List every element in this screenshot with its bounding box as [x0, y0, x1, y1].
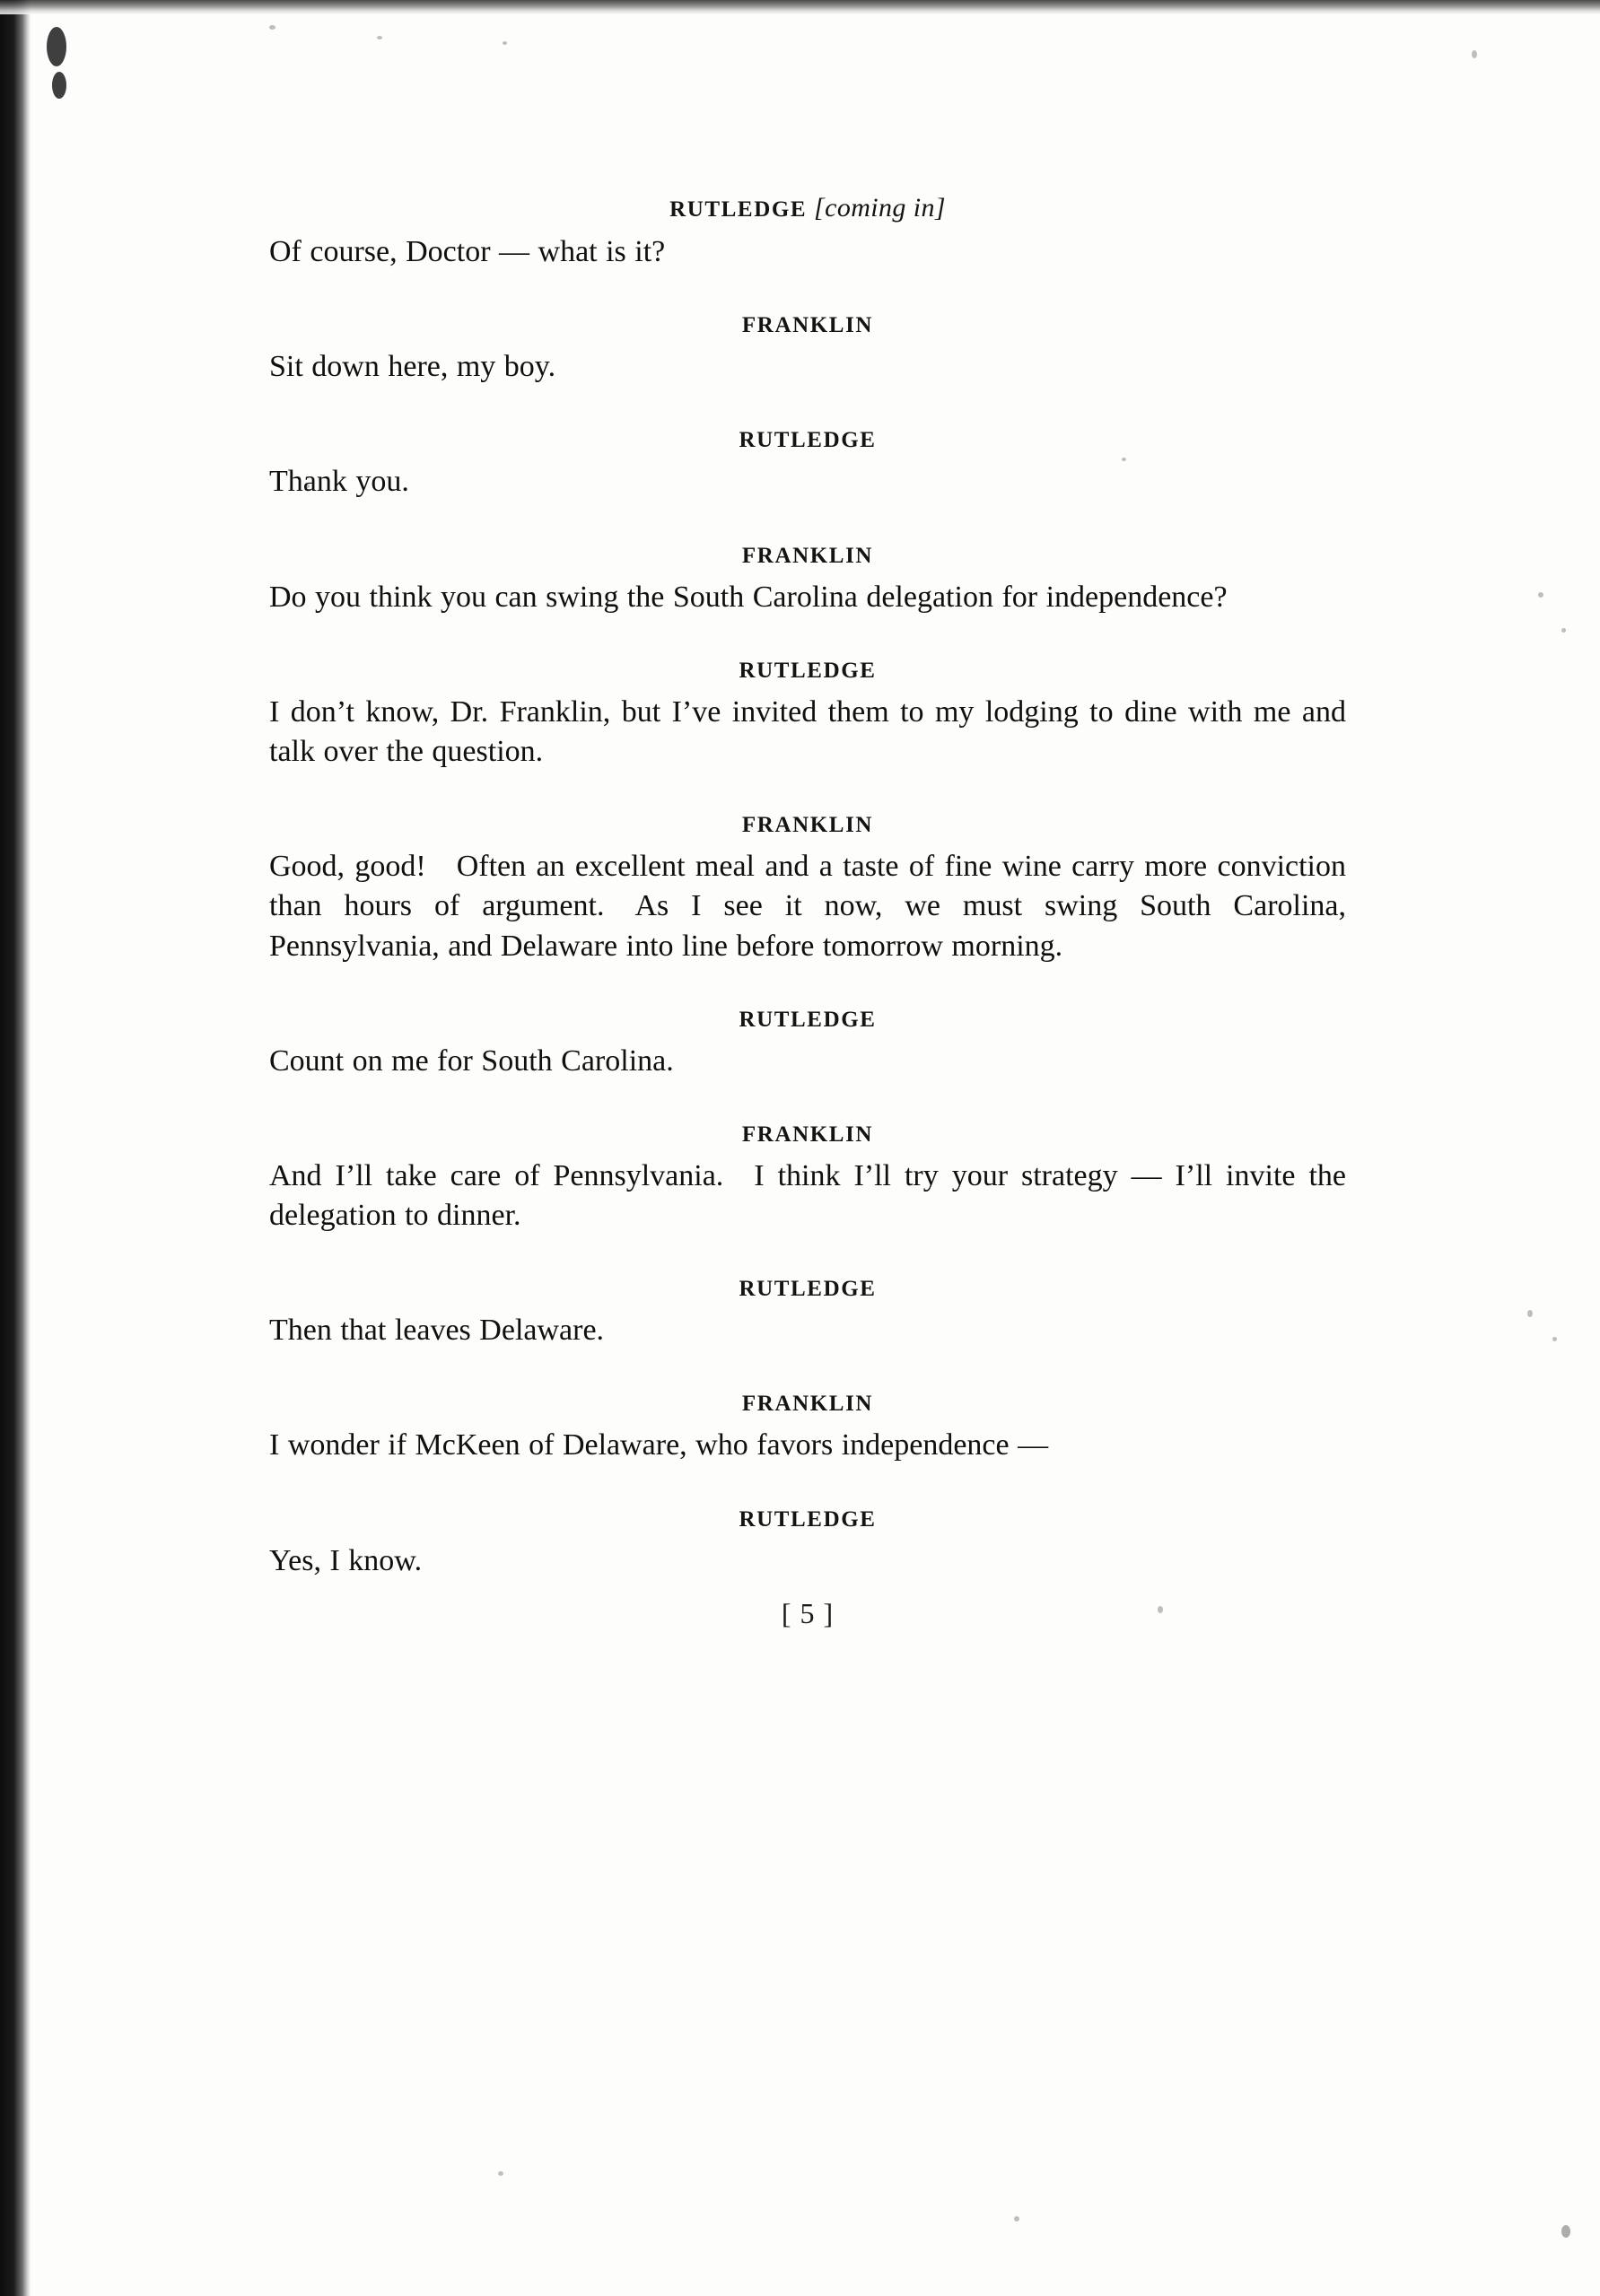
scan-top-edge-shadow: [0, 0, 1600, 14]
dialogue-line: Do you think you can swing the South Carolina delegation for independence?: [269, 580, 1228, 614]
speaker-label: RUTLEDGE: [739, 1506, 877, 1532]
dialogue-line: Sit down here, my boy.: [269, 350, 556, 384]
scan-left-edge-shadow: [0, 0, 31, 2296]
speaker-label: RUTLEDGE: [739, 428, 877, 453]
speaker-label: FRANKLIN: [741, 813, 874, 838]
dialogue-line: And I’ll take care of Pennsylvania. I think I’ll try your strategy — I’ll invite the delegation to dinner.: [269, 1158, 1346, 1233]
speech-block: [269, 1277, 1346, 1350]
dialogue-line: Count on me for South Carolina.: [269, 1043, 674, 1078]
speech-block: [269, 813, 1346, 966]
speech-block: [269, 659, 1346, 772]
scan-speck: [1527, 1310, 1533, 1317]
dialogue-line: Yes, I know.: [269, 1543, 423, 1577]
speaker-label: RUTLEDGE: [739, 658, 877, 683]
speaker-label: FRANKLIN: [741, 1392, 874, 1417]
scan-speck: [269, 25, 275, 30]
stage-direction: [coming in]: [814, 193, 946, 223]
dialogue-line: Then that leaves Delaware.: [269, 1314, 605, 1348]
speaker-name: RUTLEDGE: [669, 197, 808, 222]
speaker-label: FRANKLIN: [741, 543, 874, 568]
speaker-label: RUTLEDGE: [739, 1277, 877, 1302]
dialogue-line: Of course, Doctor — what is it?: [269, 235, 666, 268]
scan-blot: [47, 27, 66, 66]
speech-block: [269, 1392, 1346, 1465]
speech-block: [269, 193, 1346, 272]
dialogue-line: I wonder if McKeen of Delaware, who favors independence —: [269, 1428, 1049, 1462]
speaker-label: FRANKLIN: [741, 313, 874, 338]
scan-speck: [1014, 2216, 1019, 2222]
page-number: [ 5 ]: [781, 1596, 835, 1629]
speech-block: [269, 313, 1346, 387]
speech-block: [269, 1122, 1346, 1235]
scan-blot: [52, 72, 66, 99]
scan-speck: [1552, 1337, 1557, 1341]
scan-speck: [503, 41, 507, 45]
dialogue-line: Good, good! Often an excellent meal and a taste of fine wine carry more conviction than hours of argument. As I see it now, we must swing South Carolina, Pennsylvania, and Delaware into line before tomorrow morning.: [269, 850, 1346, 963]
scan-speck: [1561, 2225, 1570, 2238]
scan-speck: [1538, 592, 1543, 598]
speaker-label: FRANKLIN: [741, 1122, 874, 1147]
speech-block: [269, 1507, 1346, 1581]
scan-speck: [1561, 628, 1566, 633]
dialogue-line: I don’t know, Dr. Franklin, but I’ve invited them to my lodging to dine with me and talk over the question.: [269, 694, 1346, 768]
scan-speck: [498, 2171, 503, 2176]
speech-block: [269, 544, 1346, 617]
speech-block: [269, 428, 1346, 502]
dialogue-line: Thank you.: [269, 465, 409, 499]
scan-speck: [1472, 50, 1477, 58]
speaker-label: RUTLEDGE: [739, 1007, 877, 1032]
scan-speck: [377, 36, 382, 39]
speaker-label: [269, 193, 1346, 223]
script-body: [269, 193, 1346, 1630]
speech-block: [269, 1008, 1346, 1081]
